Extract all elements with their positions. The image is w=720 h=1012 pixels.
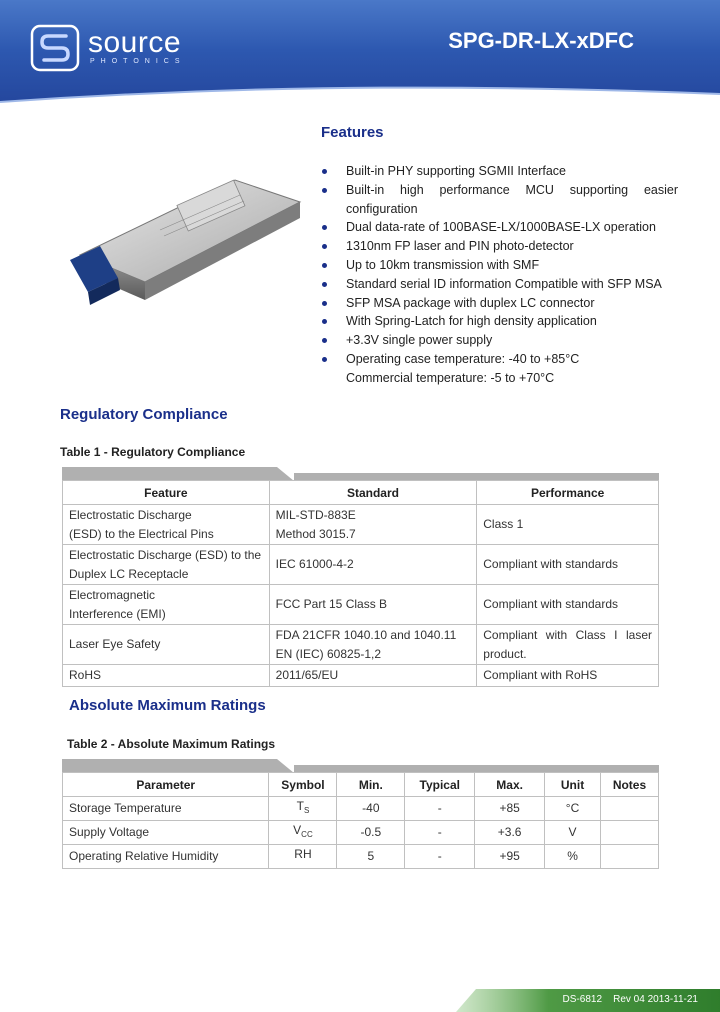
standard-cell: FCC Part 15 Class B [269, 585, 477, 625]
table-row [63, 665, 659, 687]
table-row [63, 545, 659, 585]
feature-item: 1310nm FP laser and PIN photo-detector [322, 237, 678, 256]
performance-cell: Compliant with Class I laser product. [477, 625, 659, 665]
performance-cell: Class 1 [477, 505, 659, 545]
parameter-cell: Operating Relative Humidity [63, 845, 269, 869]
performance-cell: Compliant with standards [477, 585, 659, 625]
column-header: Parameter [63, 773, 269, 797]
parameter-cell: Supply Voltage [63, 821, 269, 845]
performance-cell: Compliant with RoHS [477, 665, 659, 687]
typical-cell: - [405, 797, 475, 821]
feature-item: SFP MSA package with duplex LC connector [322, 294, 678, 313]
min-cell: -0.5 [337, 821, 405, 845]
bullet-icon [322, 338, 327, 343]
features-list [322, 162, 678, 388]
bullet-icon [322, 319, 327, 324]
min-cell: 5 [337, 845, 405, 869]
max-cell: +95 [475, 845, 545, 869]
amr-heading: Absolute Maximum Ratings [69, 697, 266, 714]
feature-item: Dual data-rate of 100BASE-LX/1000BASE-LX operation [322, 218, 678, 237]
typical-cell: - [405, 845, 475, 869]
column-header: Notes [600, 773, 658, 797]
logo-mark-icon [30, 24, 80, 72]
table-row [63, 845, 659, 869]
performance-cell: Compliant with standards [477, 545, 659, 585]
max-cell: +85 [475, 797, 545, 821]
min-cell: -40 [337, 797, 405, 821]
standard-cell: FDA 21CFR 1040.10 and 1040.11 EN (IEC) 60825-1,2 [269, 625, 477, 665]
feature-item: +3.3V single power supply [322, 331, 678, 350]
unit-cell: V [545, 821, 601, 845]
column-header: Typical [405, 773, 475, 797]
symbol-cell: RH [269, 845, 337, 869]
table-row [63, 505, 659, 545]
footer-doc-info: DS-6812 Rev 04 2013-11-21 [562, 994, 698, 1005]
bullet-icon [322, 188, 327, 193]
notes-cell [600, 821, 658, 845]
symbol-cell: $V_{CC}$ [269, 821, 337, 845]
standard-cell: MIL-STD-883E Method 3015.7 [269, 505, 477, 545]
notes-cell [600, 845, 658, 869]
feature-item: Built-in PHY supporting SGMII Interface [322, 162, 678, 181]
page-header [0, 0, 720, 112]
symbol-cell: $T_S$ [269, 797, 337, 821]
table-header-row [63, 773, 659, 797]
feature-cell: Electromagnetic Interference (EMI) [63, 585, 270, 625]
table2-header-band [62, 759, 659, 773]
column-header: Standard [269, 481, 477, 505]
unit-cell: °C [545, 797, 601, 821]
logo-wordmark: source [88, 26, 182, 59]
feature-item-continuation: Commercial temperature: -5 to +70°C [346, 370, 555, 385]
feature-item: Standard serial ID information Compatible with SFP MSA [322, 275, 678, 294]
feature-item: With Spring-Latch for high density application [322, 312, 678, 331]
feature-item: Built-in high performance MCU supporting easier configuration [322, 181, 678, 219]
feature-cell: RoHS [63, 665, 270, 687]
bullet-icon [322, 282, 327, 287]
absolute-max-ratings-table [62, 772, 659, 869]
column-header: Max. [475, 773, 545, 797]
document-title: SPG-DR-LX-xDFC [448, 28, 634, 53]
bullet-icon [322, 301, 327, 306]
regulatory-heading: Regulatory Compliance [60, 406, 228, 423]
bullet-icon [322, 225, 327, 230]
logo-subtitle: PHOTONICS [90, 58, 186, 65]
column-header: Symbol [269, 773, 337, 797]
table-row [63, 625, 659, 665]
column-header: Feature [63, 481, 270, 505]
table-row [63, 821, 659, 845]
feature-cell: Electrostatic Discharge (ESD) to the Duplex LC Receptacle [63, 545, 270, 585]
notes-cell [600, 797, 658, 821]
feature-cell: Laser Eye Safety [63, 625, 270, 665]
features-heading: Features [321, 124, 384, 141]
bullet-icon [322, 357, 327, 362]
typical-cell: - [405, 821, 475, 845]
table-row [63, 585, 659, 625]
feature-cell: Electrostatic Discharge (ESD) to the Electrical Pins [63, 505, 270, 545]
max-cell: +3.6 [475, 821, 545, 845]
feature-item: Up to 10km transmission with SMF [322, 256, 678, 275]
parameter-cell: Storage Temperature [63, 797, 269, 821]
column-header: Min. [337, 773, 405, 797]
header-wave-decoration [0, 80, 720, 112]
sfp-transceiver-image [60, 160, 310, 320]
bullet-icon [322, 263, 327, 268]
feature-item: Operating case temperature: -40 to +85°C [322, 350, 678, 369]
column-header: Performance [477, 481, 659, 505]
standard-cell: 2011/65/EU [269, 665, 477, 687]
column-header: Unit [545, 773, 601, 797]
company-logo [30, 24, 210, 76]
bullet-icon [322, 169, 327, 174]
table-row [63, 797, 659, 821]
table-header-row [63, 481, 659, 505]
standard-cell: IEC 61000-4-2 [269, 545, 477, 585]
bullet-icon [322, 244, 327, 249]
unit-cell: % [545, 845, 601, 869]
table1-caption: Table 1 - Regulatory Compliance [60, 445, 246, 459]
table1-header-band [62, 467, 659, 481]
regulatory-table [62, 480, 659, 687]
table2-caption: Table 2 - Absolute Maximum Ratings [67, 737, 276, 751]
